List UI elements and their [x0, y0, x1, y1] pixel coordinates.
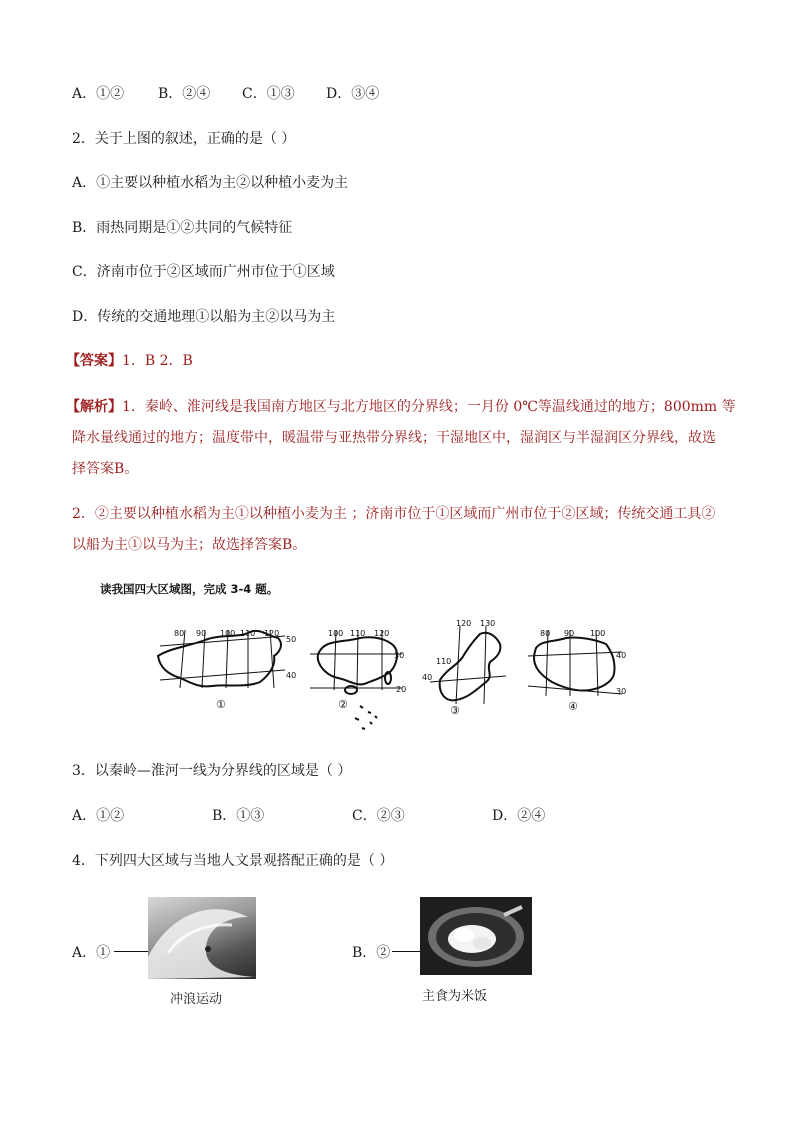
map-1-label: 100: [220, 629, 236, 638]
q4-option-a-label: A．①: [72, 945, 111, 961]
q1-option-a: A．①②: [72, 86, 125, 102]
map-1-label: 110: [240, 629, 256, 638]
q3-option-c: C．②③: [352, 808, 405, 824]
surfing-wave-icon: [148, 897, 256, 979]
map-2-id: ②: [338, 698, 348, 711]
section-intro: 读我国四大区域图，完成 3-4 题。: [100, 582, 279, 596]
region-maps-svg: [150, 618, 640, 743]
q4-option-b-label: B．②: [352, 945, 391, 961]
analysis-label: 【解析】: [66, 399, 122, 415]
q3-option-a: A．①②: [72, 808, 125, 824]
map-2-label: 120: [374, 629, 390, 638]
map-1-label: 90: [196, 629, 207, 638]
q4-option-b-caption: 主食为米饭: [422, 989, 488, 1004]
map-3-id: ③: [450, 704, 460, 717]
q1-option-b: B．②④: [158, 86, 211, 102]
map-4-label: 80: [540, 629, 551, 638]
map-2-label: 20: [396, 685, 407, 694]
analysis-line-4: 2．②主要以种植水稻为主①以种植小麦为主 ；济南市位于①区域而广州市位于②区域；传统交通工具②: [72, 506, 716, 522]
map-3-label: 110: [436, 657, 452, 666]
q4-option-a-caption: 冲浪运动: [170, 992, 223, 1007]
q2-option-b: B．雨热同期是①②共同的气候特征: [72, 220, 293, 236]
surfing-photo: [148, 897, 256, 979]
map-4-label: 90: [564, 629, 575, 638]
map-1-label: 120: [264, 629, 280, 638]
q1-option-d: D．③④: [326, 86, 380, 102]
q4-option-a-connector: [114, 951, 148, 952]
analysis-text-1: 1．秦岭、淮河线是我国南方地区与北方地区的分界线；一月份 0℃等温线通过的地方；800mm 等: [122, 399, 736, 415]
q3-stem: 3．以秦岭—淮河一线为分界线的区域是（ ）: [72, 763, 352, 779]
map-2-label: 100: [328, 629, 344, 638]
map-3-label: 120: [456, 619, 472, 628]
analysis-line-2: 降水量线通过的地方；温度带中，暖温带与亚热带分界线；干湿地区中，湿润区与半湿润区分界线，故选: [72, 430, 716, 446]
map-1-id: ①: [216, 698, 226, 711]
map-1-label: 50: [286, 635, 297, 644]
map-3-label: 130: [480, 619, 496, 628]
region-maps-figure: [150, 618, 640, 743]
map-4-label: 30: [616, 687, 627, 696]
analysis-line-1: [66, 396, 736, 416]
map-4-label: 100: [590, 629, 606, 638]
analysis-line-5: 以船为主①以马为主；故选择答案B。: [72, 537, 307, 553]
rice-photo: [420, 897, 532, 975]
q2-stem: 2．关于上图的叙述，正确的是（ ）: [72, 131, 296, 147]
map-2-label: 110: [350, 629, 366, 638]
q2-option-a: A．①主要以种植水稻为主②以种植小麦为主: [72, 175, 349, 191]
q3-option-b: B．①③: [212, 808, 265, 824]
map-2-label: 30: [394, 651, 405, 660]
rice-bowl-icon: [420, 897, 532, 975]
q3-option-d: D．②④: [492, 808, 546, 824]
q2-option-d: D．传统的交通地理①以船为主②以马为主: [72, 309, 336, 325]
q4-option-b-connector: [392, 951, 420, 952]
map-3-label: 40: [422, 673, 433, 682]
q4-stem: 4．下列四大区域与当地人文景观搭配正确的是（ ）: [72, 853, 394, 869]
map-1-label: 40: [286, 671, 297, 680]
answer-label: 【答案】: [66, 353, 122, 369]
answer-text: 1．B 2．B: [122, 353, 193, 369]
analysis-line-3: 择答案B。: [72, 461, 139, 477]
map-4-label: 40: [616, 651, 627, 660]
answer-line: [66, 350, 193, 370]
q2-option-c: C．济南市位于②区域而广州市位于①区域: [72, 264, 335, 280]
map-4-id: ④: [568, 700, 578, 713]
q1-option-c: C．①③: [242, 86, 295, 102]
map-1-label: 80: [174, 629, 185, 638]
